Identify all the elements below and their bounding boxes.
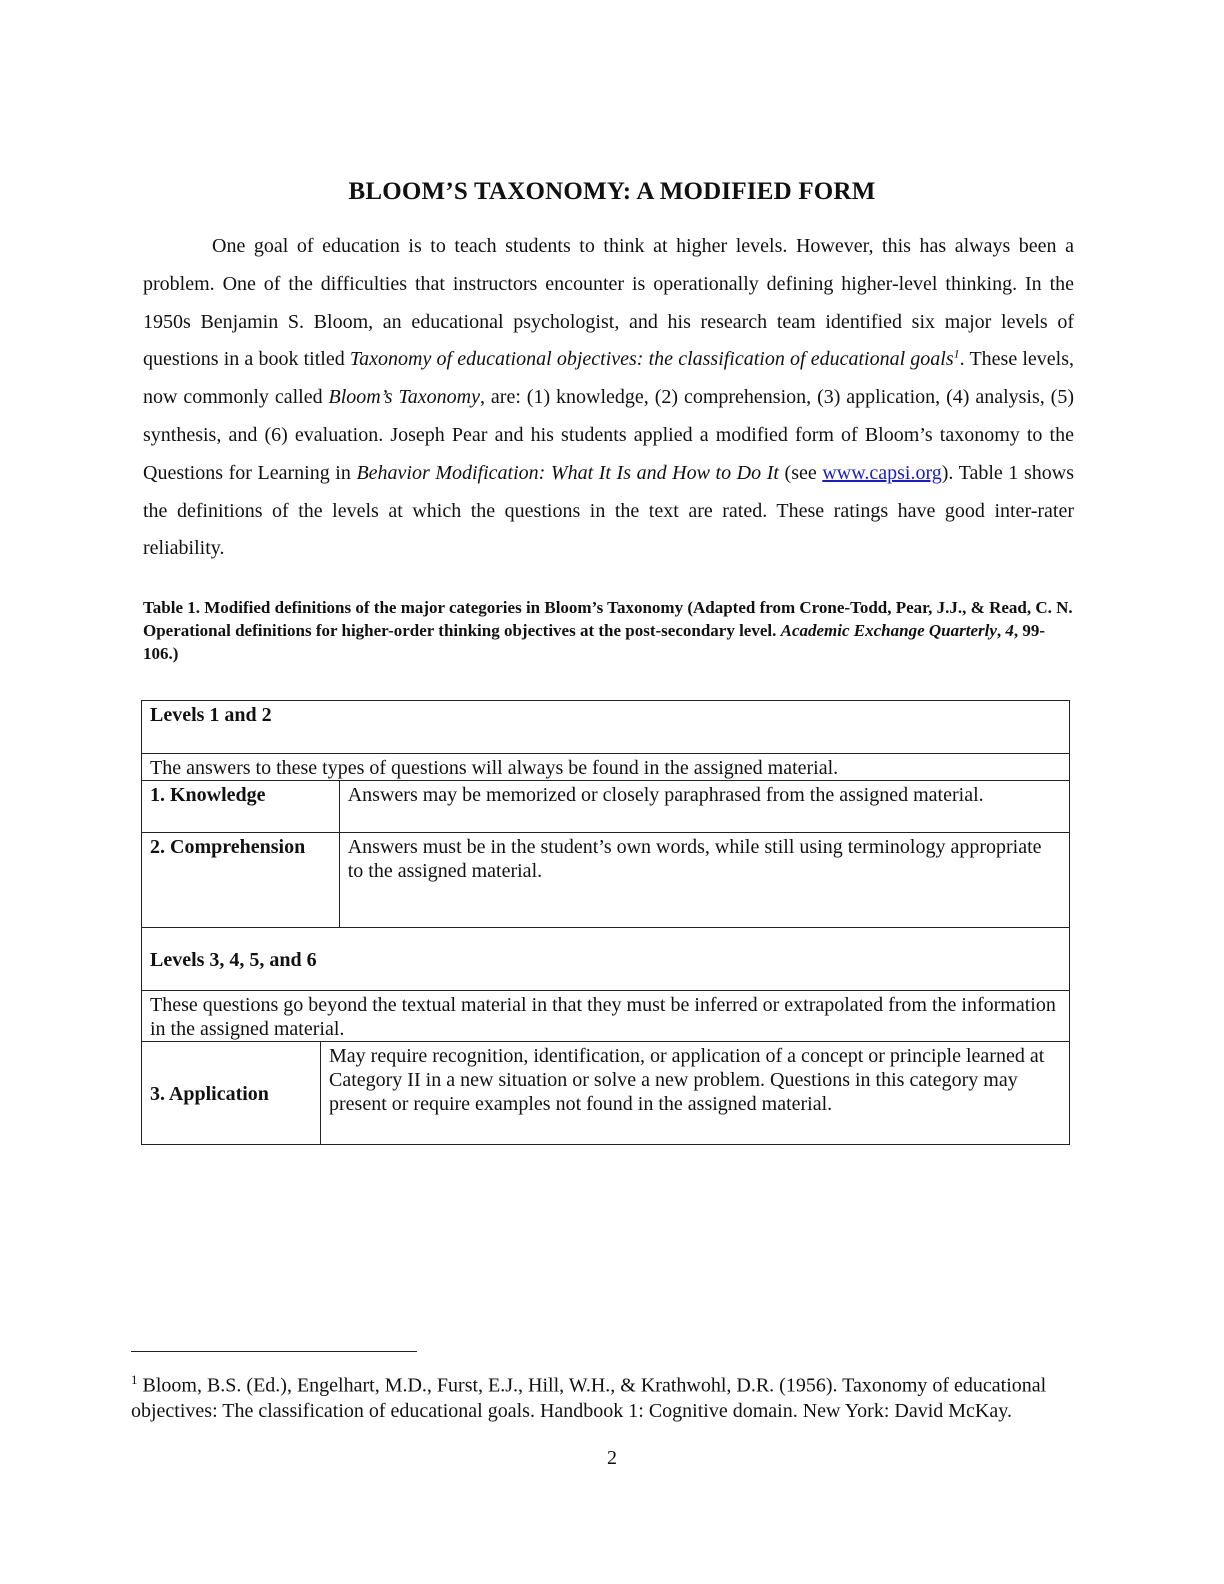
taxonomy-name: Bloom’s Taxonomy [328, 386, 480, 409]
application-label: 3. Application [142, 1042, 321, 1145]
comprehension-label: 2. Comprehension [142, 833, 340, 928]
knowledge-definition: Answers may be memorized or closely paraphrased from the assigned material. [339, 781, 1069, 833]
caption-text-2: , 99-106.) [143, 621, 1046, 663]
capsi-link[interactable]: www.capsi.org [822, 461, 942, 484]
levels-3-6-header: Levels 3, 4, 5, and 6 [142, 928, 1070, 991]
footnote-marker: 1 [131, 1372, 138, 1387]
book-title: Taxonomy of educational objectives: the classification of educational goals [349, 348, 954, 371]
intro-text-4: (see [778, 461, 823, 484]
footnote [131, 1367, 1076, 1424]
comprehension-definition: Answers must be in the student’s own words, while still using terminology appropriate to the assigned material. [339, 833, 1069, 928]
intro-text-3: , are: (1) knowledge, (2) comprehension, (3) application, (4) analysis, (5) synthesis, and (6) evaluation. Joseph Pear and his students applied a modified form of Bloom’s taxonomy to the Questions for Learning in [143, 386, 1075, 484]
page-number: 2 [607, 1447, 617, 1469]
footnote-divider [131, 1351, 417, 1352]
footnote-text: Bloom, B.S. (Ed.), Engelhart, M.D., Furst, E.J., Hill, W.H., & Krathwohl, D.R. (1956). Taxonomy of educational objectives: The classification of educational goals. Handbook 1: Cognitive domain. New York: David McKay. [131, 1374, 1047, 1422]
intro-text-1: One goal of education is to teach students to think at higher levels. However, this has always been a problem. One of the difficulties that instructors encounter is operationally defining higher-level thinking. In the 1950s Benjamin S. Bloom, an educational psychologist, and his research team identified six major levels of questions in a book titled [143, 235, 1074, 371]
footnote-ref[interactable]: 1 [953, 346, 960, 361]
levels-1-2-note: The answers to these types of questions will always be found in the assigned material. [142, 754, 1070, 781]
taxonomy-table [141, 700, 1070, 1145]
caption-text-1: Table 1. Modified definitions of the major categories in Bloom’s Taxonomy (Adapted from Crone-Todd, Pear, J.J., & Read, C. N. Operational definitions for higher-order thinking objectives at the post-secondary level. [143, 598, 1073, 640]
intro-paragraph [143, 228, 1074, 568]
caption-volume: 4 [1005, 621, 1014, 640]
page-title: BLOOM’S TAXONOMY: A MODIFIED FORM [348, 178, 876, 205]
book2-title: Behavior Modification: What It Is and How to Do It [356, 461, 779, 484]
intro-text-5: ). Table 1 shows the definitions of the levels at which the questions in the text are rated. These ratings have good inter-rater reliability. [143, 461, 1074, 560]
caption-sep: , [996, 621, 1006, 640]
intro-text-2: . These levels, now commonly called [143, 348, 1075, 409]
levels-1-2-header: Levels 1 and 2 [142, 701, 1070, 754]
table-caption [143, 596, 1074, 665]
application-definition: May require recognition, identification, or application of a concept or principle learned at Category II in a new situation or solve a new problem. Questions in this category may present or require examples not found in the assigned material. [321, 1042, 1070, 1145]
caption-journal: Academic Exchange Quarterly [780, 621, 997, 640]
levels-3-6-note: These questions go beyond the textual material in that they must be inferred or extrapolated from the information in the assigned material. [142, 991, 1070, 1042]
knowledge-label: 1. Knowledge [142, 781, 340, 833]
